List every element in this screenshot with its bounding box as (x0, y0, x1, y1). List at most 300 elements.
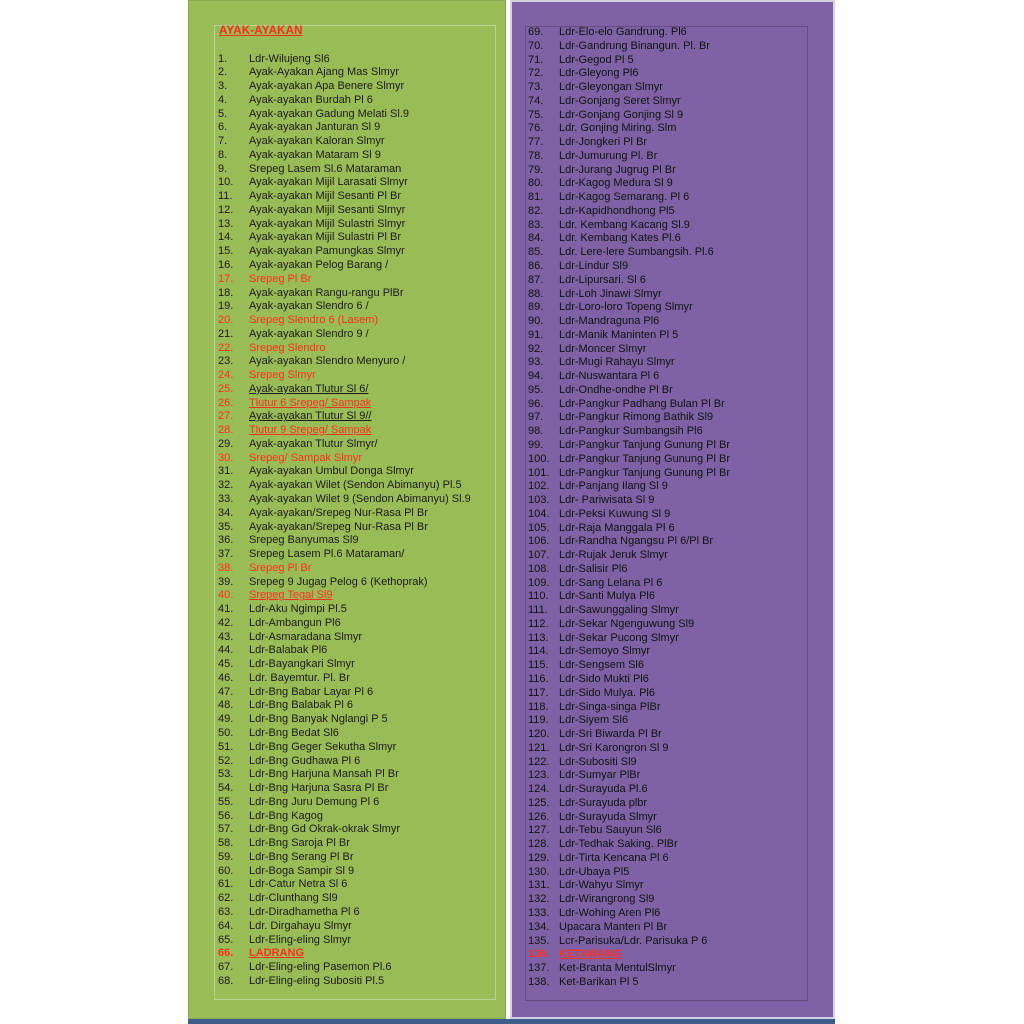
list-item (218, 686, 471, 700)
item-title: Ldr-Surayuda Pl.6 (559, 783, 648, 796)
item-number: 120. (528, 728, 550, 741)
item-title: Ldr-Subositi Sl9 (559, 755, 637, 768)
item-title: Ldr-Pangkur Tanjung Gunung Pl Br (559, 452, 731, 465)
item-title: Tlutur 9 Srepeg/ Sampak (249, 424, 372, 437)
item-title: Ayak-ayakan Slendro 9 / (249, 327, 369, 340)
list-item (528, 701, 730, 715)
item-title: Ldr-Salisir Pl6 (559, 562, 628, 575)
list-item (218, 823, 471, 837)
list-item (218, 80, 471, 94)
item-title: Ldr-Peksi Kuwung Sl 9 (559, 507, 671, 520)
list-item (218, 644, 471, 658)
list-item (218, 755, 471, 769)
item-number: 92. (528, 342, 544, 355)
item-number: 24. (218, 369, 234, 382)
item-number: 39. (218, 575, 234, 588)
left-song-list (218, 53, 471, 989)
item-number: 16. (218, 258, 234, 271)
item-title: Ldr-Bng Harjuna Sasra Pl Br (249, 782, 389, 795)
item-number: 31. (218, 465, 234, 478)
item-title: Ldr-Kapidhondhong Pl5 (559, 204, 675, 217)
list-item (218, 576, 471, 590)
item-number: 115. (528, 659, 549, 672)
list-item (528, 246, 730, 260)
list-item (218, 851, 471, 865)
item-number: 38. (218, 561, 234, 574)
item-title: Ldr-Ubaya Pl5 (559, 865, 630, 878)
item-number: 27. (218, 410, 234, 423)
item-number: 97. (528, 411, 544, 424)
list-item (528, 659, 730, 673)
item-number: 112. (528, 617, 549, 630)
list-item (528, 921, 730, 935)
item-title: Ldr-Panjang Ilang Sl 9 (559, 480, 668, 493)
item-title: Ldr-Gonjang Seret Slmyr (559, 94, 681, 107)
item-number: 30. (218, 451, 234, 464)
item-title: Ldr-Bng Banyak Nglangi P 5 (249, 713, 388, 726)
list-item (528, 288, 730, 302)
item-number: 108. (528, 562, 550, 575)
item-number: 63. (218, 905, 234, 918)
item-number: 104. (528, 507, 550, 520)
item-number: 71. (528, 53, 544, 66)
list-item (528, 232, 730, 246)
item-number: 81. (528, 191, 544, 204)
item-number: 110. (528, 590, 549, 603)
item-title: Ldr-Kagog Semarang. Pl 6 (559, 191, 690, 204)
list-item (218, 259, 471, 273)
item-number: 68. (218, 974, 234, 987)
item-title: Ldr-Bng Harjuna Mansah Pl Br (249, 768, 399, 781)
item-number: 123. (528, 769, 550, 782)
right-song-list (528, 26, 730, 990)
item-title: Ldr-Randha Ngangsu Pl 6/Pl Br (559, 535, 714, 548)
item-title: Ldr-Eling-eling Slmyr (249, 933, 352, 946)
list-item (528, 673, 730, 687)
item-number: 116. (528, 672, 549, 685)
item-number: 72. (528, 67, 544, 80)
list-item (528, 274, 730, 288)
item-title: Ldr-Aku Ngimpi Pl.5 (249, 603, 347, 616)
item-number: 66. (218, 947, 234, 960)
item-title: Ldr-Clunthang Sl9 (249, 892, 338, 905)
item-title: Ldr-Rujak Jeruk Slmyr (559, 549, 668, 562)
list-item (218, 245, 471, 259)
item-number: 70. (528, 39, 544, 52)
list-item (218, 934, 471, 948)
item-number: 86. (528, 260, 544, 273)
item-number: 57. (218, 823, 234, 836)
item-title: Ldr-Pangkur Sumbangsih Pl6 (559, 425, 703, 438)
list-item (218, 521, 471, 535)
item-title: Ldr-Nuswantara Pl 6 (559, 370, 660, 383)
item-number: 87. (528, 273, 544, 286)
item-title: Ayak-ayakan Janturan Sl 9 (249, 121, 381, 134)
list-item (528, 563, 730, 577)
list-item (528, 301, 730, 315)
list-item (218, 906, 471, 920)
list-item (528, 590, 730, 604)
list-item (528, 549, 730, 563)
item-number: 106. (528, 535, 550, 548)
list-item (528, 756, 730, 770)
item-title: Srepeg Tegal Sl9 (249, 589, 333, 602)
list-item (528, 742, 730, 756)
item-title: Ldr-Sido Mukti Pl6 (559, 672, 649, 685)
item-title: Ayak-ayakan Umbul Donga Slmyr (249, 465, 414, 478)
item-number: 126. (528, 810, 550, 823)
list-item (528, 948, 730, 962)
item-title: Ldr-Wilujeng Sl6 (249, 52, 330, 65)
list-item (528, 122, 730, 136)
item-number: 119. (528, 714, 549, 727)
item-number: 100. (528, 452, 550, 465)
item-number: 129. (528, 851, 550, 864)
item-number: 6. (218, 121, 228, 134)
list-item (528, 54, 730, 68)
list-item (218, 672, 471, 686)
list-item (528, 109, 730, 123)
list-item (218, 658, 471, 672)
item-title: Ldr-Semoyo Slmyr (559, 645, 651, 658)
list-item (528, 164, 730, 178)
item-title: Ldr-Eling-eling Pasemon Pl.6 (249, 961, 392, 974)
item-title: Srepeg Slendro (249, 341, 326, 354)
item-number: 54. (218, 782, 234, 795)
item-title: Ldr-Wirangrong Sl9 (559, 893, 655, 906)
item-number: 96. (528, 397, 544, 410)
list-item (528, 645, 730, 659)
item-number: 79. (528, 163, 544, 176)
list-item (528, 425, 730, 439)
item-number: 26. (218, 396, 234, 409)
item-number: 51. (218, 740, 234, 753)
item-number: 32. (218, 479, 234, 492)
section-heading-ayak-ayakan: AYAK-AYAKAN (219, 25, 303, 37)
list-item (528, 150, 730, 164)
item-number: 125. (528, 796, 550, 809)
list-item (218, 369, 471, 383)
item-title: Ldr-Bng Balabak Pl 6 (249, 699, 353, 712)
item-number: 61. (218, 878, 234, 891)
item-title: Ldr-Sengsem Sl6 (559, 659, 644, 672)
list-item (218, 479, 471, 493)
list-item (528, 535, 730, 549)
item-title: Ldr-Bng Serang Pl Br (249, 850, 354, 863)
list-item (218, 94, 471, 108)
list-item (218, 562, 471, 576)
list-item (528, 95, 730, 109)
item-title: Ayak-ayakan/Srepeg Nur-Rasa Pl Br (249, 520, 428, 533)
list-item (528, 494, 730, 508)
item-number: 83. (528, 218, 544, 231)
item-title: Ldr-Gegod Pl 5 (559, 53, 634, 66)
item-number: 113. (528, 631, 549, 644)
item-number: 5. (218, 107, 228, 120)
list-item (218, 273, 471, 287)
list-item (218, 961, 471, 975)
item-title: Ayak-ayakan Pamungkas Slmyr (249, 245, 405, 258)
list-item (528, 866, 730, 880)
list-item (528, 907, 730, 921)
list-item (528, 356, 730, 370)
item-number: 118. (528, 700, 549, 713)
item-title: Ldr-Asmaradana Slmyr (249, 630, 363, 643)
item-title: Ldr-Bng Babar Layar Pl 6 (249, 685, 374, 698)
item-title: Ayak-Ayakan Ajang Mas Slmyr (249, 66, 399, 79)
item-title: Ldr-Mandraguna Pl6 (559, 315, 660, 328)
item-title: Ldr-Jurang Jugrug Pl Br (559, 163, 676, 176)
list-item (528, 824, 730, 838)
item-title: Ldr. Bayemtur. Pl. Br (249, 671, 350, 684)
item-title: Ldr-Tirta Kencana Pl 6 (559, 851, 669, 864)
list-item (218, 865, 471, 879)
list-item (528, 260, 730, 274)
list-item (218, 534, 471, 548)
list-item (218, 218, 471, 232)
item-title: Ldr-Lindur Sl9 (559, 260, 629, 273)
list-item (528, 411, 730, 425)
item-title: Ayak-ayakan Wilet 9 (Sendon Abimanyu) Sl.9 (249, 493, 471, 505)
list-item (528, 81, 730, 95)
item-title: Ldr-Mugi Rahayu Slmyr (559, 356, 675, 369)
item-title: Ayak-ayakan Apa Benere Slmyr (249, 80, 405, 93)
item-title: Ldr. Dirgahayu Slmyr (249, 919, 352, 932)
item-number: 7. (218, 135, 228, 148)
item-number: 103. (528, 494, 550, 507)
list-item (218, 796, 471, 810)
list-item (218, 920, 471, 934)
item-title: Ldr-Sekar Ngenguwung Sl9 (559, 617, 695, 630)
item-number: 138. (528, 975, 550, 988)
item-title: KETAWANG (559, 948, 622, 961)
item-title: Ldr-Lipursari. Sl 6 (559, 273, 646, 286)
list-item (218, 190, 471, 204)
item-title: Upacara Manten Pl Br (559, 920, 668, 933)
item-number: 20. (218, 314, 234, 327)
item-title: Ldr-Pangkur Padhang Bulan Pl Br (559, 397, 725, 410)
item-title: Srepeg 9 Jugag Pelog 6 (Kethoprak) (249, 575, 428, 588)
item-number: 105. (528, 521, 550, 534)
item-number: 64. (218, 919, 234, 932)
list-item (218, 383, 471, 397)
list-item (528, 26, 730, 40)
item-title: Ayak-ayakan Mijil Sulastri Pl Br (249, 231, 402, 244)
list-item (528, 370, 730, 384)
item-title: Ldr-Sri Biwarda Pl Br (559, 728, 662, 741)
item-title: Ldr-Bng Geger Sekutha Slmyr (249, 740, 397, 753)
item-title: Ldr-Sri Karongron Sl 9 (559, 741, 669, 754)
item-title: Ayak-ayakan Slendro 6 / (249, 300, 369, 313)
item-number: 67. (218, 961, 234, 974)
list-item (218, 782, 471, 796)
item-number: 133. (528, 907, 550, 919)
item-title: Ayak-ayakan Mijil Larasati Slmyr (249, 176, 408, 189)
item-title: Ldr-Pangkur Rimong Bathik Sl9 (559, 411, 714, 424)
list-item (218, 342, 471, 356)
list-item (218, 355, 471, 369)
list-item (218, 397, 471, 411)
item-title: Ldr-Bng Gd Okrak-okrak Slmyr (249, 823, 400, 836)
list-item (218, 328, 471, 342)
list-item (528, 329, 730, 343)
list-item (218, 837, 471, 851)
item-title: Ldr-Catur Netra Sl 6 (249, 878, 348, 891)
item-number: 135. (528, 934, 550, 947)
item-number: 75. (528, 108, 544, 121)
item-number: 3. (218, 80, 228, 93)
item-title: Ldr. Gonjing Miring. Slm (559, 122, 677, 135)
item-number: 1. (218, 52, 228, 65)
list-item (218, 947, 471, 961)
item-number: 99. (528, 438, 544, 451)
item-title: Srepeg Slendro 6 (Lasem) (249, 314, 379, 327)
item-number: 14. (218, 231, 234, 244)
item-title: Lcr-Parisuka/Ldr. Parisuka P 6 (559, 934, 708, 947)
item-title: Ldr. Kembang Kates Pl.6 (559, 232, 681, 245)
item-title: Ldr-Wohing Aren Pl6 (559, 907, 661, 919)
list-item (218, 892, 471, 906)
bottom-border-bar (188, 1019, 835, 1024)
item-title: Ldr-Sang Lelana Pl 6 (559, 576, 663, 589)
item-number: 65. (218, 933, 234, 946)
item-number: 15. (218, 245, 234, 258)
item-number: 53. (218, 768, 234, 781)
item-number: 23. (218, 355, 234, 368)
item-title: Ldr-Jumurung Pl. Br (559, 149, 658, 162)
item-number: 47. (218, 685, 234, 698)
item-title: Ldr-Surayuda Slmyr (559, 810, 657, 823)
list-item (528, 935, 730, 949)
item-number: 45. (218, 658, 234, 671)
item-number: 59. (218, 850, 234, 863)
list-item (218, 741, 471, 755)
item-number: 19. (218, 300, 234, 313)
list-item (528, 769, 730, 783)
item-title: Ldr-Boga Sampir Sl 9 (249, 864, 355, 877)
list-item (218, 589, 471, 603)
item-title: Srepeg Slmyr (249, 369, 316, 382)
item-number: 80. (528, 177, 544, 190)
list-item (528, 343, 730, 357)
list-item (218, 713, 471, 727)
item-title: Ldr-Gonjang Gonjing Sl 9 (559, 108, 684, 121)
item-number: 11. (218, 190, 233, 203)
list-item (528, 315, 730, 329)
item-title: Ket-Branta MentulSlmyr (559, 962, 676, 975)
list-item (218, 465, 471, 479)
item-number: 4. (218, 93, 228, 106)
item-title: Ldr-Ondhe-ondhe Pl Br (559, 383, 673, 396)
item-title: Srepeg Lasem Sl.6 Mataraman (249, 162, 402, 175)
list-item (528, 976, 730, 990)
item-number: 29. (218, 437, 234, 450)
item-title: Ldr-Bng Kagog (249, 809, 323, 822)
list-item (218, 631, 471, 645)
item-number: 77. (528, 136, 544, 149)
item-number: 48. (218, 699, 234, 712)
list-item (218, 231, 471, 245)
list-item (218, 878, 471, 892)
list-item (528, 177, 730, 191)
item-number: 130. (528, 865, 550, 878)
item-title: Ldr-Bng Saroja Pl Br (249, 837, 350, 850)
item-title: Ldr-Gleyongan Slmyr (559, 81, 663, 94)
list-item (218, 149, 471, 163)
item-title: Ldr-Loh Jinawi Slmyr (559, 287, 662, 300)
item-title: Tlutur 6 Srepeg/ Sampak (249, 396, 372, 409)
item-number: 93. (528, 356, 544, 369)
item-number: 44. (218, 644, 234, 657)
item-number: 10. (218, 176, 234, 189)
item-title: Ket-Barikan Pl 5 (559, 975, 639, 988)
item-number: 95. (528, 383, 544, 396)
item-title: Ldr-Wahyu Slmyr (559, 879, 644, 892)
item-title: Ldr-Pangkur Tanjung Gunung Pl Br (559, 438, 731, 451)
list-item (528, 67, 730, 81)
item-number: 82. (528, 204, 544, 217)
item-number: 131. (528, 879, 550, 892)
item-number: 46. (218, 671, 234, 684)
list-item (528, 852, 730, 866)
item-number: 134. (528, 920, 550, 933)
item-number: 128. (528, 838, 550, 851)
item-title: Ayak-ayakan Tlutur Sl 6/ (249, 382, 369, 395)
item-title: Ldr-Bng Gudhawa Pl 6 (249, 754, 361, 767)
item-title: Ldr-Gleyong Pl6 (559, 67, 639, 80)
list-item (218, 452, 471, 466)
item-title: Srepeg/ Sampak Slmyr (249, 451, 363, 464)
list-item (218, 727, 471, 741)
item-number: 17. (218, 272, 234, 285)
item-title: Ldr-Siyem Sl6 (559, 714, 629, 727)
list-item (528, 728, 730, 742)
item-title: Ayak-ayakan Burdah Pl 6 (249, 93, 373, 106)
item-number: 25. (218, 382, 234, 395)
item-title: Ayak-ayakan Tlutur Slmyr/ (249, 437, 378, 450)
item-number: 91. (528, 328, 544, 341)
list-item (218, 507, 471, 521)
list-item (218, 810, 471, 824)
item-title: Ldr-Sawunggaling Slmyr (559, 604, 679, 617)
item-title: Ayak-ayakan Kaloran Slmyr (249, 135, 385, 148)
item-number: 124. (528, 783, 550, 796)
list-item (218, 493, 471, 507)
list-item (218, 768, 471, 782)
item-title: Ldr-Elo-elo Gandrung. Pl6 (559, 26, 687, 38)
list-item (218, 135, 471, 149)
list-item (218, 66, 471, 80)
list-item (218, 975, 471, 989)
right-column-panel (510, 0, 835, 1019)
list-item (218, 410, 471, 424)
list-item (528, 205, 730, 219)
item-number: 8. (218, 148, 228, 161)
list-item (528, 40, 730, 54)
item-number: 62. (218, 892, 234, 905)
item-title: Ldr-Jongkeri Pl Br (559, 136, 648, 149)
item-title: Ldr-Pangkur Tanjung Gunung Pl Br (559, 466, 731, 479)
item-number: 2. (218, 66, 228, 79)
list-item (528, 453, 730, 467)
item-title: Ldr-Sumyar PlBr (559, 769, 641, 782)
item-number: 122. (528, 755, 550, 768)
item-number: 114. (528, 645, 549, 658)
item-number: 84. (528, 232, 544, 245)
item-title: Ldr-Bng Juru Demung Pl 6 (249, 795, 380, 808)
list-item (528, 219, 730, 233)
list-item (528, 618, 730, 632)
